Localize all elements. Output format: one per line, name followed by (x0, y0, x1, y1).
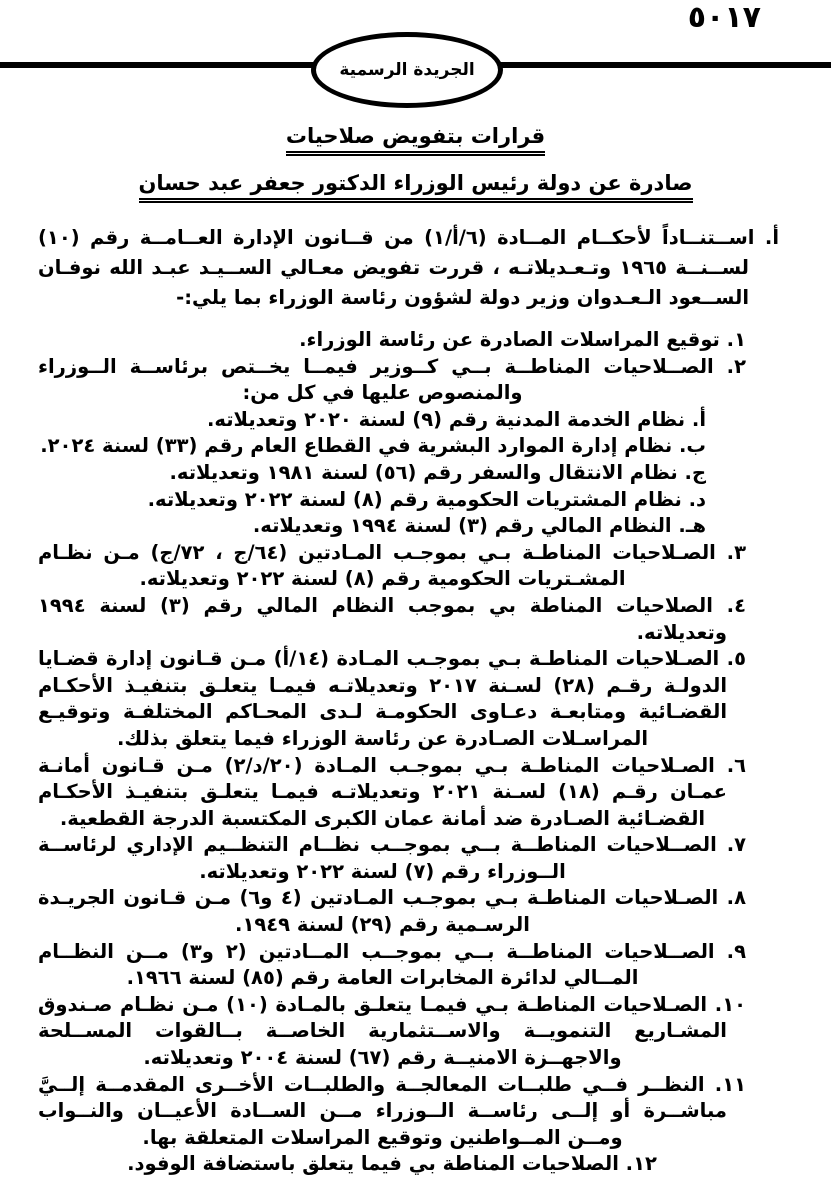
item-marker: ١. (726, 328, 746, 351)
gazette-seal (311, 32, 503, 108)
list-item (38, 832, 746, 885)
sub-item-marker: هـ. (678, 514, 706, 538)
list-item (38, 540, 746, 593)
sub-list (38, 407, 746, 540)
gazette-seal-label: الجريدة الرسمية (339, 60, 475, 80)
list-item (38, 885, 746, 938)
sub-item-marker: ب. (678, 434, 706, 458)
doc-title: قرارات بتفويض صلاحيات (286, 124, 545, 156)
sub-list-item (38, 460, 706, 487)
item-marker: ١٢. (625, 1152, 657, 1176)
list-item (38, 753, 746, 833)
header-band (0, 0, 831, 110)
doc-subtitle-line (0, 171, 831, 203)
item-marker: ١٠. (714, 992, 746, 1016)
item-marker: ٥. (726, 647, 746, 671)
item-text: الصــلاحيات المناطــة بــي كــوزير فيمــا يخــتص برئاســة الــوزراء والمنصوص عليها في كل من: (38, 354, 714, 405)
intro-paragraph (38, 223, 779, 313)
item-text: الصـلاحيات المناطـة بـي بموجـب المـادتين (٤ و٦) مـن قـانون الجريـدة الرسـمية رقم (٢٩) لسنة ١٩٤٩. (38, 886, 719, 937)
item-marker: ٧. (726, 833, 747, 857)
item-text: الصـلاحيات المناطـة بـي بموجـب المـادة (٢٠/د/٢) مـن قـانون أمانـة عمـان رقـم (١٨) لسـنة ٢٠٢١ وتعديلاتـه فيمـا يتعلـق بتنفيـذ الأحكـام القضـائية الصـادرة ضد أمانة عمان الكبرى المكتسبة الدرجة القطعية. (38, 753, 728, 830)
intro-marker: أ. (764, 226, 779, 249)
item-text: الصــلاحيات المناطــة بــي بموجــب نظــام التنظــيم الإداري لرئاســة الــوزراء رقم (٧) لسنة ٢٠٢٢ وتعديلاته. (38, 833, 717, 883)
sub-item-text: نظام المشتريات الحكومية رقم (٨) لسنة ٢٠٢٢ وتعديلاته. (147, 487, 682, 511)
sub-list-item (38, 487, 706, 514)
document-body (0, 223, 831, 1178)
doc-title-line (0, 124, 831, 156)
item-marker: ٨. (726, 886, 746, 910)
sub-list-item (38, 407, 706, 434)
list-item (38, 354, 746, 407)
list-item (38, 1151, 746, 1178)
item-marker: ٩. (726, 939, 746, 963)
sub-list-item (38, 513, 706, 540)
item-text: الصـلاحيات المناطـة بـي فيمـا يتعلـق بالمـادة (١٠) مـن نظـام صـندوق المشـاريع التنمويــة والاســتثمارية الخاصــة بــالقوات المســلحة والاجهــزة الامنيــة رقم (٦٧) لسنة ٢٠٠٤ وتعديلاته. (38, 992, 727, 1070)
titles-block (0, 124, 831, 203)
list-item (38, 939, 746, 992)
item-marker: ١١. (714, 1072, 746, 1096)
item-text: الصـلاحيات المناطـة بـي بموجـب المـادة (١٤/أ) مـن قـانون إدارة قضـايا الدولـة رقـم (٢٨) لسـنة ٢٠١٧ وتعديلاتـه فيمـا يتعلـق بتنفيـذ الأحكـام القضـائية ومتابعـة دعـاوى الحكومـة لـدى المحـاكم المختلفـة وتوقيـع المراسـلات الصـادرة عن رئاسة الوزراء فيما يتعلق بذلك. (38, 647, 727, 750)
list-item (38, 1072, 746, 1152)
sub-item-marker: د. (688, 487, 706, 511)
list-item (38, 327, 746, 354)
item-marker: ٤. (726, 593, 746, 617)
sub-item-marker: أ. (691, 407, 706, 431)
doc-subtitle: صادرة عن دولة رئيس الوزراء الدكتور جعفر عبد حسان (139, 171, 693, 203)
list-item (38, 992, 746, 1072)
list-item (38, 593, 746, 646)
sub-item-text: النظام المالي رقم (٣) لسنة ١٩٩٤ وتعديلاته. (252, 514, 672, 538)
sub-item-text: نظام إدارة الموارد البشرية في القطاع العام رقم (٣٣) لسنة ٢٠٢٤. (40, 434, 673, 458)
item-text: النظــر فــي طلبــات المعالجــة والطلبــات الأخــرى المقدمــة إلــيَّ مباشــرة أو إلــى رئاســة الــوزراء مــن الســادة الأعيــان والنــواب ومــن المــواطنين وتوقيع المراسلات المتعلقة بها. (38, 1072, 727, 1149)
item-text: الصلاحيات المناطة بي فيما يتعلق باستضافة الوفود. (127, 1152, 619, 1176)
item-text: الصــلاحيات المناطــة بــي بموجــب المــادتين (٢ و٣) مــن النظــام المــالي لدائرة المخابرات العامة رقم (٨٥) لسنة ١٩٦٦. (38, 939, 715, 990)
sub-item-marker: ج. (684, 460, 706, 484)
sub-item-text: نظام الانتقال والسفر رقم (٥٦) لسنة ١٩٨١ وتعديلاته. (169, 460, 678, 484)
sub-item-text: نظام الخدمة المدنية رقم (٩) لسنة ٢٠٢٠ وتعديلاته. (206, 407, 686, 431)
sub-list-item (38, 433, 706, 460)
item-text: توقيع المراسلات الصادرة عن رئاسة الوزراء. (299, 328, 720, 351)
intro-text: اســتنــاداً لأحكــام المــادة (٦/أ/١) من قــانون الإدارة العــامــة رقم (١٠) لســنــة ١٩٦٥ وتـعـديلاتـه ، قررت تفويض معـالي الســيـد عبـد الله نوفـان الســعود الـعـدوان وزير دولة لشؤون رئاسة الوزراء بما يلي:- (38, 226, 755, 309)
page-number: ٥٠١٧ (687, 0, 761, 35)
item-text: الصلاحيات المناطة بي بموجب النظام المالي رقم (٣) لسنة ١٩٩٤ وتعديلاته. (38, 593, 727, 644)
item-text: الصـلاحيات المناطـة بـي بموجـب المـادتين (٦٤/ج ، ٧٢/ج) مـن نظـام المشـتريات الحكومية رقم (٨) لسنة ٢٠٢٢ وتعديلاته. (38, 540, 716, 591)
decisions-list (38, 327, 779, 1178)
list-item (38, 646, 746, 752)
item-marker: ٦. (726, 753, 747, 777)
item-marker: ٢. (726, 354, 746, 378)
item-marker: ٣. (726, 540, 746, 564)
